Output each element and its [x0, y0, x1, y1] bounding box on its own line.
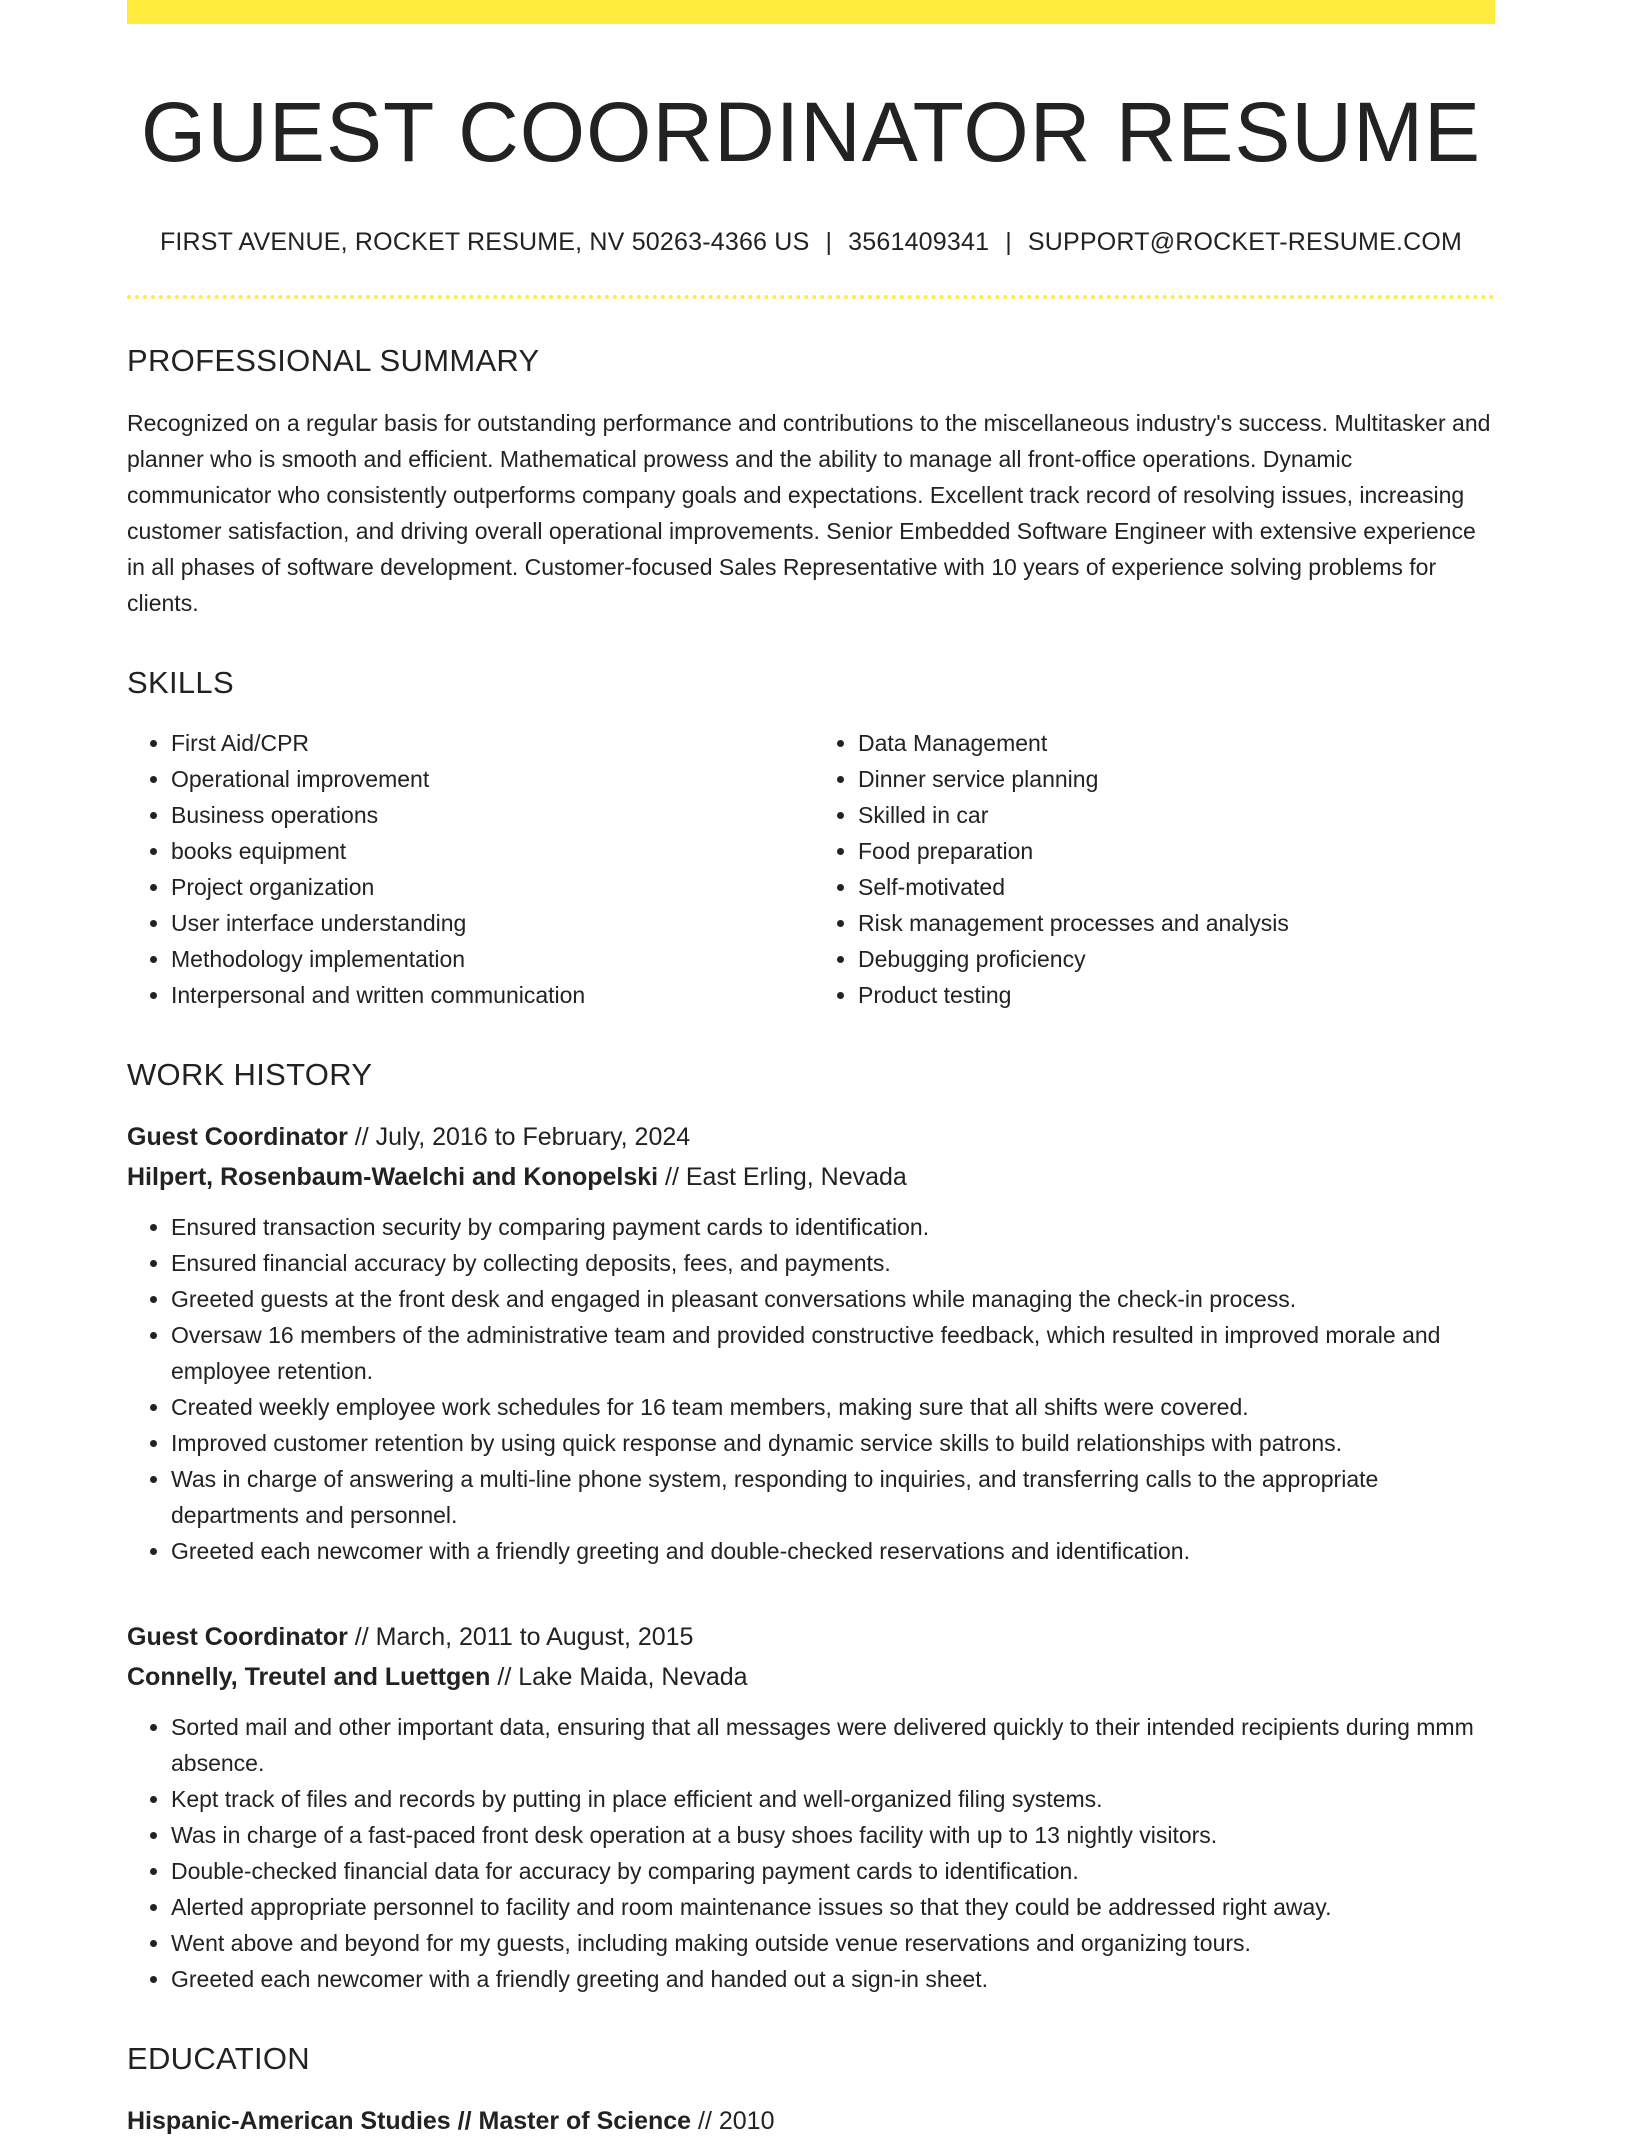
- skill-item: • Operational improvement: [171, 761, 811, 797]
- job-title: Guest Coordinator: [127, 1123, 348, 1152]
- job-bullet: • Oversaw 16 members of the administrative team and provided constructive feedback, which resulted in improved morale and employee retention.: [171, 1317, 1495, 1389]
- contact-separator: |: [825, 228, 833, 257]
- job-bullet: • Was in charge of answering a multi-line phone system, responding to inquiries, and transferring calls to the appropriate departments and personnel.: [171, 1461, 1495, 1533]
- skill-item: • Data Management: [858, 725, 1495, 761]
- skill-item: • Skilled in car: [858, 797, 1495, 833]
- contact-separator: |: [1005, 228, 1012, 257]
- job-title-line: [127, 1117, 1495, 1157]
- contact-line: [127, 228, 1495, 257]
- job-company: Connelly, Treutel and Luettgen: [127, 1663, 491, 1692]
- resume-page: [127, 0, 1495, 2141]
- job-title-line: [127, 1617, 1495, 1657]
- job-bullets: [127, 1209, 1495, 1569]
- skill-item: • books equipment: [171, 833, 811, 869]
- summary-heading: PROFESSIONAL SUMMARY: [127, 343, 540, 379]
- job-dates: // July, 2016 to February, 2024: [354, 1123, 691, 1152]
- summary-text: Recognized on a regular basis for outstanding performance and contributions to the miscellaneous industry's success. Multitasker and planner who is smooth and efficient. Mathematical prowess and the ability to manage all front-office operations. Dynamic communicator who consistently outperforms company goals and expectations. Excellent track record of resolving issues, increasing customer satisfaction, and driving overall operational improvements. Senior Embedded Software Engineer with extensive experience in all phases of software development. Customer-focused Sales Representative with 10 years of experience solving problems for clients.: [127, 410, 1491, 617]
- skill-item: • Business operations: [171, 797, 811, 833]
- job-location: // Lake Maida, Nevada: [497, 1663, 748, 1692]
- job-entry: [127, 1617, 1495, 1997]
- job-location: // East Erling, Nevada: [665, 1163, 907, 1192]
- dotted-divider: [127, 295, 1495, 299]
- job-bullet: • Kept track of files and records by putting in place efficient and well-organized filing systems.: [171, 1781, 1495, 1817]
- skill-item: • First Aid/CPR: [171, 725, 811, 761]
- skill-item: • User interface understanding: [171, 905, 811, 941]
- work-history-heading: WORK HISTORY: [127, 1057, 373, 1093]
- job-bullet: • Improved customer retention by using quick response and dynamic service skills to build relationships with patrons.: [171, 1425, 1495, 1461]
- job-bullet: • Was in charge of a fast-paced front desk operation at a busy shoes facility with up to 13 nightly visitors.: [171, 1817, 1495, 1853]
- job-bullet: • Went above and beyond for my guests, including making outside venue reservations and organizing tours.: [171, 1925, 1495, 1961]
- job-entry: [127, 1117, 1495, 1569]
- skill-item: • Debugging proficiency: [858, 941, 1495, 977]
- skill-item: • Food preparation: [858, 833, 1495, 869]
- top-accent-bar: [127, 0, 1495, 24]
- job-bullet: • Created weekly employee work schedules for 16 team members, making sure that all shifts were covered.: [171, 1389, 1495, 1425]
- education-heading: EDUCATION: [127, 2041, 310, 2077]
- contact-phone: 3561409341: [848, 228, 990, 257]
- skill-item: • Self-motivated: [858, 869, 1495, 905]
- contact-address: FIRST AVENUE, ROCKET RESUME, NV 50263-4366 US: [159, 228, 810, 257]
- job-bullet: • Greeted guests at the front desk and engaged in pleasant conversations while managing the check-in process.: [171, 1281, 1495, 1317]
- job-title: Guest Coordinator: [127, 1623, 348, 1652]
- job-company-line: [127, 1657, 1495, 1697]
- job-company-line: [127, 1157, 1495, 1197]
- job-bullet: • Greeted each newcomer with a friendly greeting and double-checked reservations and identification.: [171, 1533, 1495, 1569]
- skills-list: [127, 725, 1495, 1013]
- education-entry: [127, 2101, 1495, 2141]
- job-bullets: [127, 1709, 1495, 1997]
- skill-item: • Project organization: [171, 869, 811, 905]
- skill-item: • Methodology implementation: [171, 941, 811, 977]
- job-bullet: • Ensured financial accuracy by collecting deposits, fees, and payments.: [171, 1245, 1495, 1281]
- skill-item: • Risk management processes and analysis: [858, 905, 1495, 941]
- contact-email: SUPPORT@ROCKET-RESUME.COM: [1027, 228, 1463, 257]
- job-bullet: • Double-checked financial data for accuracy by comparing payment cards to identification.: [171, 1853, 1495, 1889]
- skills-heading: SKILLS: [127, 665, 234, 701]
- education-degree: Hispanic-American Studies // Master of Science: [127, 2107, 692, 2136]
- skill-item: • Interpersonal and written communication: [171, 977, 811, 1013]
- skill-item: • Dinner service planning: [858, 761, 1495, 797]
- job-company: Hilpert, Rosenbaum-Waelchi and Konopelski: [127, 1163, 659, 1192]
- job-dates: // March, 2011 to August, 2015: [354, 1623, 694, 1652]
- job-bullet: • Greeted each newcomer with a friendly greeting and handed out a sign-in sheet.: [171, 1961, 1495, 1997]
- job-bullet: • Ensured transaction security by comparing payment cards to identification.: [171, 1209, 1495, 1245]
- skills-column-right: [811, 725, 1495, 1013]
- skills-column-left: [127, 725, 811, 1013]
- skill-item: • Product testing: [858, 977, 1495, 1013]
- job-bullet: • Alerted appropriate personnel to facility and room maintenance issues so that they could be addressed right away.: [171, 1889, 1495, 1925]
- resume-title: GUEST COORDINATOR RESUME: [140, 85, 1482, 179]
- job-bullet: • Sorted mail and other important data, ensuring that all messages were delivered quickly to their intended recipients during mmm absence.: [171, 1709, 1495, 1781]
- education-year: // 2010: [698, 2107, 775, 2136]
